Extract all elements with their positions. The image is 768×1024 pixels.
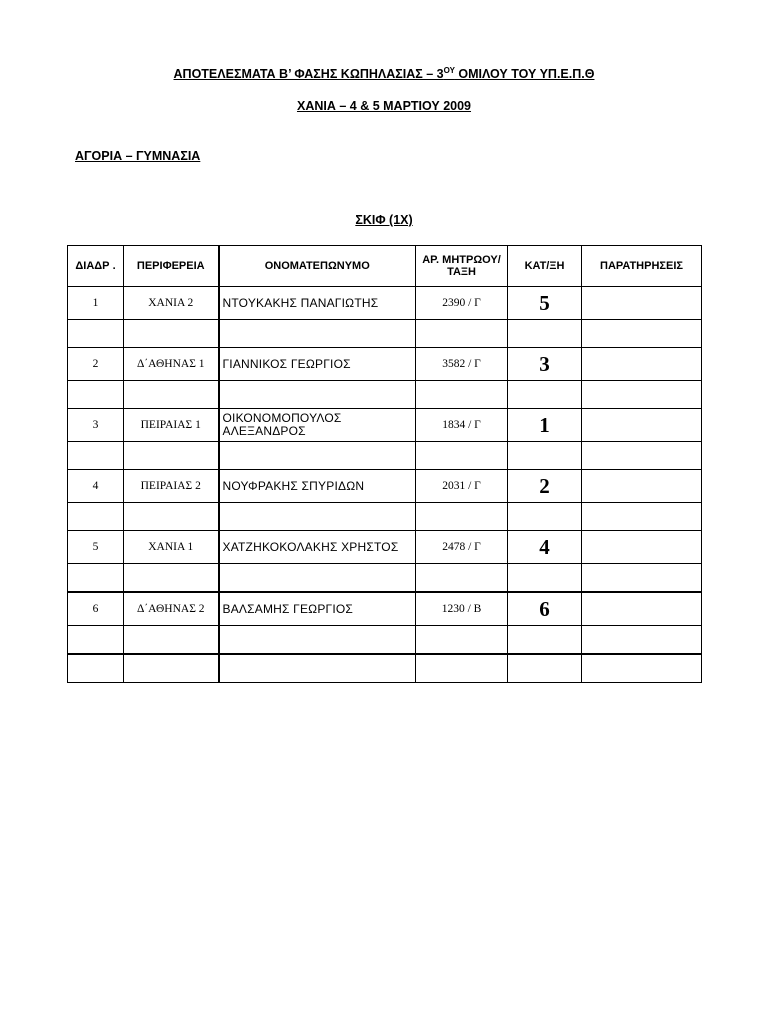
empty-cell (508, 626, 582, 655)
lane-cell: 1 (68, 287, 124, 320)
document-title (0, 66, 768, 81)
results-body (68, 287, 702, 683)
title-superscript: ΟΥ (443, 66, 455, 75)
spacer-row (68, 442, 702, 470)
athlete-name-cell: ΝΤΟΥΚΑΚΗΣ ΠΑΝΑΓΙΩΤΗΣ (219, 287, 416, 320)
table-header-row (68, 246, 702, 287)
lane-cell: 4 (68, 470, 124, 503)
empty-cell (124, 381, 219, 409)
empty-cell (582, 654, 702, 683)
empty-cell (582, 442, 702, 470)
boat-class-heading: ΣΚΙΦ (1Χ) (355, 213, 413, 227)
registry-cell: 2478 / Γ (416, 531, 508, 564)
empty-cell (219, 503, 416, 531)
empty-cell (219, 442, 416, 470)
registry-cell: 3582 / Γ (416, 348, 508, 381)
empty-cell (219, 381, 416, 409)
header-notes: ΠΑΡΑΤΗΡΗΣΕΙΣ (582, 246, 702, 287)
empty-cell (219, 564, 416, 593)
spacer-row (68, 320, 702, 348)
rank-cell: 1 (508, 409, 582, 442)
header-name: ΟΝΟΜΑΤΕΠΩΝΥΜΟ (219, 246, 416, 287)
empty-cell (582, 381, 702, 409)
empty-cell (68, 442, 124, 470)
athlete-name-cell: ΧΑΤΖΗΚΟΚΟΛΑΚΗΣ ΧΡΗΣΤΟΣ (219, 531, 416, 564)
empty-cell (124, 442, 219, 470)
table-row (68, 592, 702, 626)
empty-cell (68, 564, 124, 593)
registry-cell: 1834 / Γ (416, 409, 508, 442)
empty-cell (124, 654, 219, 683)
header-lane: ΔΙΑΔΡ . (68, 246, 124, 287)
empty-cell (219, 320, 416, 348)
region-cell: Δ΄ΑΘΗΝΑΣ 1 (124, 348, 219, 381)
empty-cell (124, 626, 219, 655)
empty-cell (416, 564, 508, 593)
table-row (68, 470, 702, 503)
lane-cell: 3 (68, 409, 124, 442)
empty-cell (219, 654, 416, 683)
header-registry: ΑΡ. ΜΗΤΡΩΟΥ/ ΤΑΞΗ (416, 246, 508, 287)
empty-cell (68, 654, 124, 683)
notes-cell (582, 531, 702, 564)
lane-cell: 6 (68, 592, 124, 626)
empty-cell (68, 626, 124, 655)
empty-cell (582, 626, 702, 655)
empty-cell (124, 503, 219, 531)
empty-cell (416, 381, 508, 409)
event-location-date: ΧΑΝΙΑ – 4 & 5 ΜΑΡΤΙΟΥ 2009 (296, 99, 472, 113)
empty-cell (508, 442, 582, 470)
spacer-row (68, 626, 702, 655)
title-prefix: ΑΠΟΤΕΛΕΣΜΑΤΑ Β’ ΦΑΣΗΣ ΚΩΠΗΛΑΣΙΑΣ – 3 (173, 67, 444, 81)
spacer-row (68, 564, 702, 593)
spacer-row (68, 654, 702, 683)
empty-cell (416, 320, 508, 348)
registry-cell: 2390 / Γ (416, 287, 508, 320)
empty-cell (416, 503, 508, 531)
notes-cell (582, 409, 702, 442)
lane-cell: 5 (68, 531, 124, 564)
title-suffix: ΟΜΙΛΟΥ ΤΟΥ ΥΠ.Ε.Π.Θ (454, 67, 595, 81)
rank-cell: 6 (508, 592, 582, 626)
athlete-name-cell: ΓΙΑΝΝΙΚΟΣ ΓΕΩΡΓΙΟΣ (219, 348, 416, 381)
spacer-row (68, 381, 702, 409)
table-row (68, 531, 702, 564)
table-row (68, 287, 702, 320)
header-rank: ΚΑΤ/ΞΗ (508, 246, 582, 287)
empty-cell (219, 626, 416, 655)
region-cell: ΠΕΙΡΑΙΑΣ 1 (124, 409, 219, 442)
notes-cell (582, 470, 702, 503)
empty-cell (416, 442, 508, 470)
table-row (68, 409, 702, 442)
region-cell: ΠΕΙΡΑΙΑΣ 2 (124, 470, 219, 503)
empty-cell (68, 320, 124, 348)
empty-cell (508, 381, 582, 409)
spacer-row (68, 503, 702, 531)
empty-cell (68, 381, 124, 409)
header-region: ΠΕΡΙΦΕΡΕΙΑ (124, 246, 219, 287)
empty-cell (582, 320, 702, 348)
empty-cell (508, 503, 582, 531)
notes-cell (582, 592, 702, 626)
notes-cell (582, 348, 702, 381)
table-row (68, 348, 702, 381)
empty-cell (582, 503, 702, 531)
rank-cell: 2 (508, 470, 582, 503)
notes-cell (582, 287, 702, 320)
section-heading: ΑΓΟΡΙΑ – ΓΥΜΝΑΣΙΑ (75, 149, 201, 163)
empty-cell (416, 654, 508, 683)
region-cell: ΧΑΝΙΑ 2 (124, 287, 219, 320)
athlete-name-cell: ΟΙΚΟΝΟΜΟΠΟΥΛΟΣ ΑΛΕΞΑΝΔΡΟΣ (219, 409, 416, 442)
empty-cell (124, 320, 219, 348)
empty-cell (508, 320, 582, 348)
region-cell: ΧΑΝΙΑ 1 (124, 531, 219, 564)
rank-cell: 3 (508, 348, 582, 381)
rank-cell: 5 (508, 287, 582, 320)
region-cell: Δ΄ΑΘΗΝΑΣ 2 (124, 592, 219, 626)
rank-cell: 4 (508, 531, 582, 564)
empty-cell (582, 564, 702, 593)
registry-cell: 2031 / Γ (416, 470, 508, 503)
empty-cell (416, 626, 508, 655)
results-table (67, 245, 702, 683)
empty-cell (508, 564, 582, 593)
registry-cell: 1230 / Β (416, 592, 508, 626)
empty-cell (68, 503, 124, 531)
athlete-name-cell: ΝΟΥΦΡΑΚΗΣ ΣΠΥΡΙΔΩΝ (219, 470, 416, 503)
empty-cell (124, 564, 219, 593)
athlete-name-cell: ΒΑΛΣΑΜΗΣ ΓΕΩΡΓΙΟΣ (219, 592, 416, 626)
empty-cell (508, 654, 582, 683)
lane-cell: 2 (68, 348, 124, 381)
